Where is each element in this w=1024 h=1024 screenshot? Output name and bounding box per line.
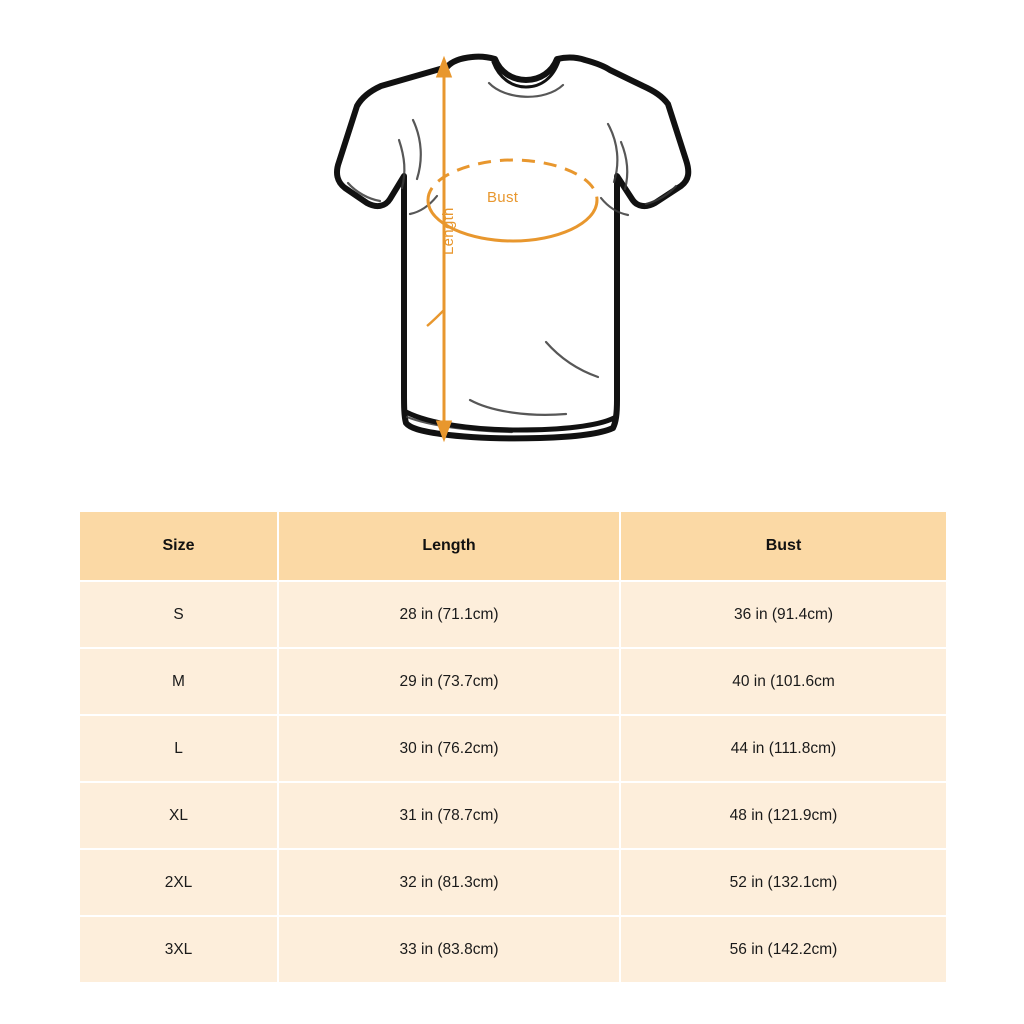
cell-length: 32 in (81.3cm)	[278, 849, 620, 916]
cell-bust: 48 in (121.9cm)	[620, 782, 947, 849]
cell-bust: 44 in (111.8cm)	[620, 715, 947, 782]
cell-size: 3XL	[79, 916, 278, 983]
cell-length: 30 in (76.2cm)	[278, 715, 620, 782]
tshirt-illustration	[0, 0, 1024, 490]
bust-label: Bust	[487, 189, 519, 206]
table-body	[79, 581, 947, 983]
cell-bust: 52 in (132.1cm)	[620, 849, 947, 916]
tshirt-outline	[337, 57, 688, 439]
cell-bust: 40 in (101.6cm	[620, 648, 947, 715]
table-row	[79, 849, 947, 916]
tshirt-diagram	[0, 0, 1024, 490]
cell-bust: 36 in (91.4cm)	[620, 581, 947, 648]
cell-bust: 56 in (142.2cm)	[620, 916, 947, 983]
cell-length: 29 in (73.7cm)	[278, 648, 620, 715]
table-row	[79, 782, 947, 849]
table-row	[79, 916, 947, 983]
cell-size: 2XL	[79, 849, 278, 916]
column-header-length: Length	[278, 511, 620, 581]
cell-size: S	[79, 581, 278, 648]
table-header	[79, 511, 947, 581]
size-chart-table	[78, 510, 948, 984]
table-row	[79, 648, 947, 715]
table-row	[79, 581, 947, 648]
table-row	[79, 715, 947, 782]
fabric-fold-lines	[348, 83, 676, 432]
column-header-size: Size	[79, 511, 278, 581]
column-header-bust: Bust	[620, 511, 947, 581]
table-header-row	[79, 511, 947, 581]
cell-size: XL	[79, 782, 278, 849]
cell-size: M	[79, 648, 278, 715]
cell-length: 28 in (71.1cm)	[278, 581, 620, 648]
length-label: Length	[440, 207, 457, 255]
size-chart-table-wrapper	[78, 510, 946, 984]
cell-size: L	[79, 715, 278, 782]
cell-length: 31 in (78.7cm)	[278, 782, 620, 849]
cell-length: 33 in (83.8cm)	[278, 916, 620, 983]
